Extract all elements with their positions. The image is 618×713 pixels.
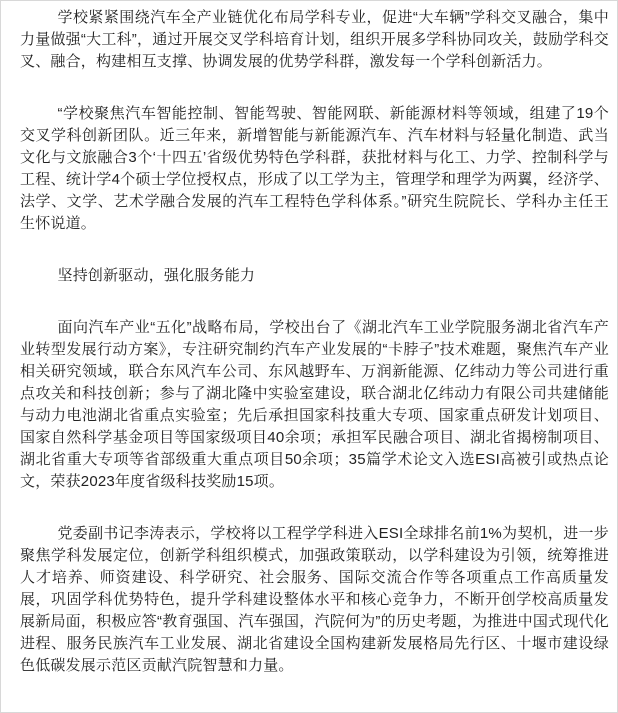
paragraph-quote-wang-shenghuai: “学校聚焦汽车智能控制、智能驾驶、智能网联、新能源材料等领域，组建了19个交叉学科创新团队。近三年来，新增智能与新能源汽车、汽车材料与轻量化制造、武当文化与文旅融合3个‘十四五’省级优势特色学科群，获批材料与化工、力学、控制科学与工程、统计学4个硕士学位授权点，形成了以工学为主，管理学和理学为两翼，经济学、法学、文学、艺术学融合发展的汽车工程特色学科体系。”研究生院院长、学科办主任王生怀说道。 [20,105,609,232]
paragraph-li-tao-statement: 党委副书记李涛表示，学校将以工程学学科进入ESI全球排名前1%为契机，进一步聚焦学科发展定位，创新学科组织模式，加强政策联动，以学科建设为引领，统筹推进人才培养、师资建设、科学研究、社会服务、国际交流合作等各项重点工作高质量发展，巩固学科优势特色，提升学科建设整体水平和核心竞争力，不断开创学校高质量发展新局面，积极应答“教育强国、汽车强国，汽院何为”的历史考题，为推进中国式现代化进程、服务民族汽车工业发展、湖北省建设全国构建新发展格局先行区、十堰市建设绿色低碳发展示范区贡献汽院智慧和力量。 [20,525,609,674]
paragraph-research-achievements: 面向汽车产业“五化”战略布局，学校出台了《湖北汽车工业学院服务湖北省汽车产业转型发展行动方案》，专注研究制约汽车产业发展的“卡脖子”技术难题，聚焦汽车产业相关研究领域，联合东风汽车公司、东风越野车、万润新能源、亿纬动力等公司进行重点攻关和科技创新；参与了湖北隆中实验室建设，联合湖北亿纬动力有限公司共建储能与动力电池湖北省重点实验室；先后承担国家科技重大专项、国家重点研发计划项目、国家自然科学基金项目等国家级项目40余项；承担军民融合项目、湖北省揭榜制项目、湖北省重大专项等省部级重大重点项目50余项；35篇学术论文入选ESI高被引或热点论文，荣获2023年度省级科技奖励15项。 [20,319,609,490]
section-subheading-innovation-drive: 坚持创新驱动，强化服务能力 [57,267,256,284]
paragraph-discipline-layout: 学校紧紧围绕汽车全产业链优化布局学科专业，促进“大车辆”学科交叉融合，集中力量做强“大工科”，通过开展交叉学科培育计划，组织开展多学科协同攻关，鼓励学科交叉、融合，构建相互支撑、协调发展的优势学科群，激发每一个学科创新活力。 [20,9,609,70]
